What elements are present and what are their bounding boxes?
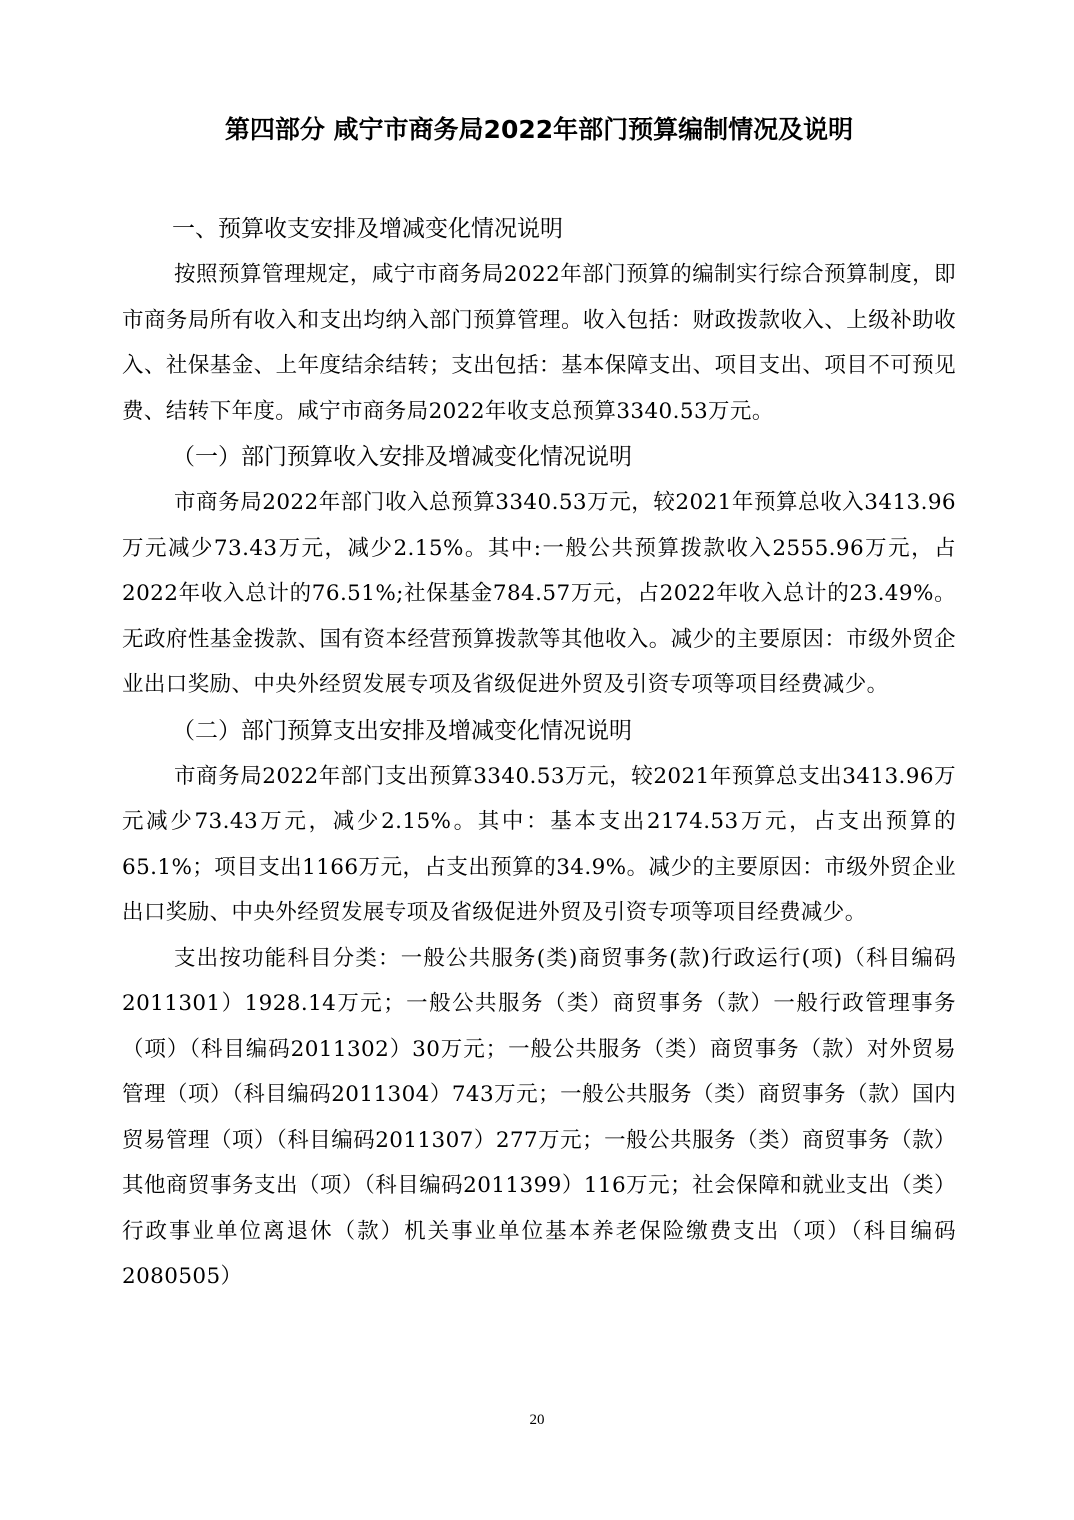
section-heading-budget-overview: 一、预算收支安排及增减变化情况说明	[172, 216, 563, 242]
section-heading-expenditure: （二）部门预算支出安排及增减变化情况说明	[172, 717, 632, 744]
paragraph-expenditure: 市商务局2022年部门支出预算3340.53万元，较2021年预算总支出3413.96万元减少73.43万元，减少2.15%。其中：基本支出2174.53万元，占支出预算的65.1%；项目支出1166万元，占支出预算的34.9%。减少的主要原因：市级外贸企业出口奖励、中央外经贸发展专项及省级促进外贸及引资专项等项目经费减少。	[122, 763, 956, 925]
paragraph-functional-classification: 支出按功能科目分类：一般公共服务(类)商贸事务(款)行政运行(项)（科目编码2011301）1928.14万元；一般公共服务（类）商贸事务（款）一般行政管理事务（项）（科目编码2011302）30万元；一般公共服务（类）商贸事务（款）对外贸易管理（项）（科目编码2011304）743万元；一般公共服务（类）商贸事务（款）国内贸易管理（项）（科目编码2011307）277万元；一般公共服务（类）商贸事务（款）其他商贸事务支出（项）（科目编码2011399）116万元；社会保障和就业支出（类）行政事业单位离退休（款）机关事业单位基本养老保险缴费支出（项）（科目编码2080505）	[122, 945, 956, 1289]
page-number: 20	[529, 1412, 545, 1428]
paragraph-budget-overview: 按照预算管理规定，咸宁市商务局2022年部门预算的编制实行综合预算制度，即市商务局所有收入和支出均纳入部门预算管理。收入包括：财政拨款收入、上级补助收入、社保基金、上年度结余结转；支出包括：基本保障支出、项目支出、项目不可预见费、结转下年度。咸宁市商务局2022年收支总预算3340.53万元。	[122, 262, 956, 424]
page-title: 第四部分 咸宁市商务局2022年部门预算编制情况及说明	[224, 115, 854, 144]
section-heading-income: （一）部门预算收入安排及增减变化情况说明	[172, 444, 632, 470]
paragraph-income: 市商务局2022年部门收入总预算3340.53万元，较2021年预算总收入3413.96万元减少73.43万元，减少2.15%。其中:一般公共预算拨款收入2555.96万元，占2022年收入总计的76.51%;社保基金784.57万元，占2022年收入总计的23.49%。无政府性基金拨款、国有资本经营预算拨款等其他收入。减少的主要原因：市级外贸企业出口奖励、中央外经贸发展专项及省级促进外贸及引资专项等项目经费减少。	[122, 490, 956, 697]
